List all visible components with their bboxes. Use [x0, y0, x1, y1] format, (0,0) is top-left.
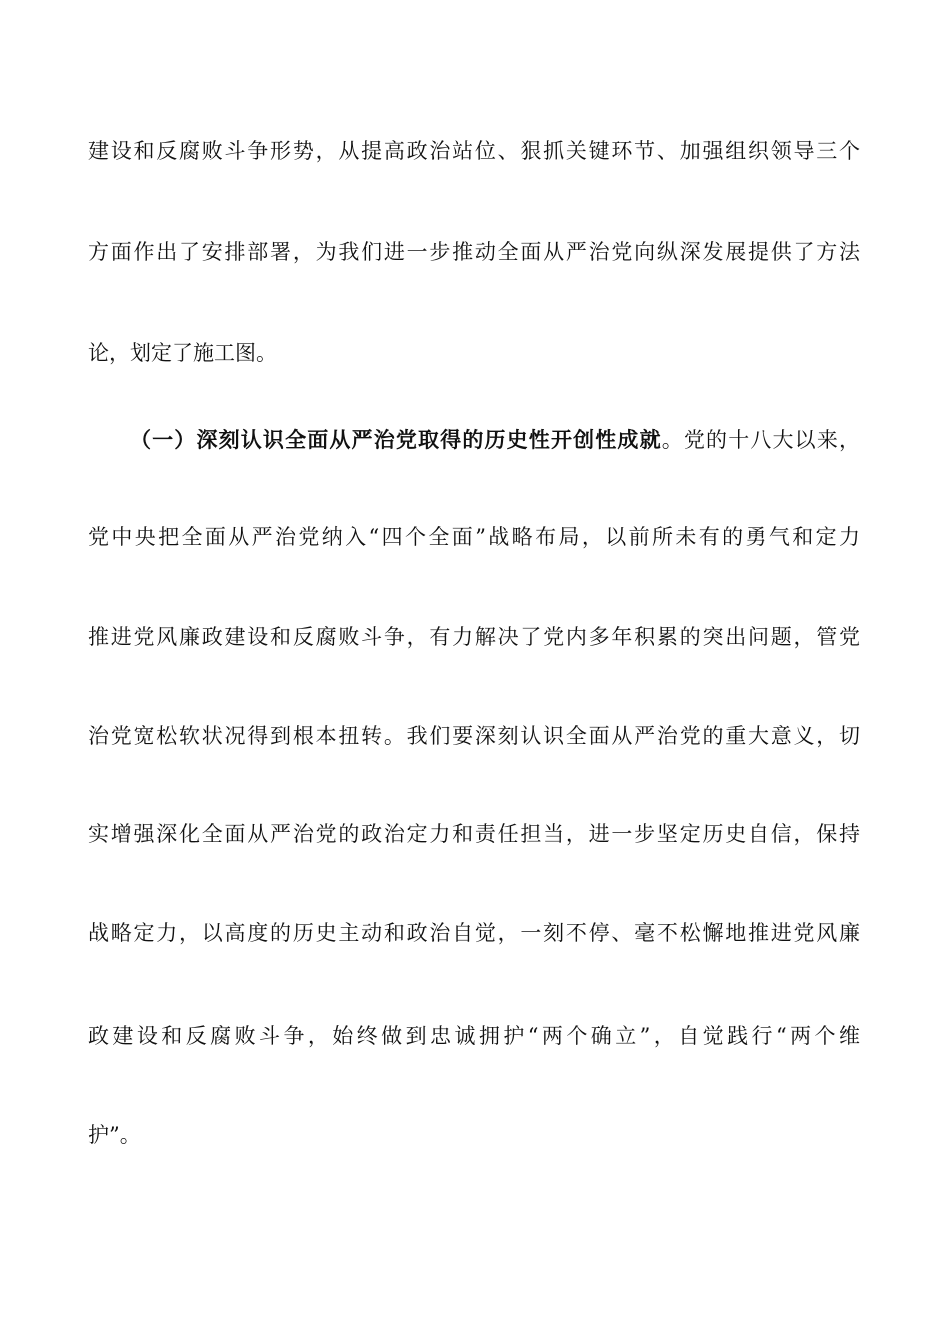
paragraph-2-line-5: 实增强深化全面从严治党的政治定力和责任担当，进一步坚定历史自信，保持: [88, 822, 860, 846]
paragraph-2-line-1: [130, 425, 860, 455]
paragraph-1-line-3: 论，划定了施工图。: [88, 341, 277, 365]
paragraph-2-line-6: 战略定力，以高度的历史主动和政治自觉，一刻不停、毫不松懈地推进党风廉: [88, 921, 860, 945]
paragraph-2-line-7: 政建设和反腐败斗争，始终做到忠诚拥护“两个确立”，自觉践行“两个维: [88, 1024, 860, 1048]
section-heading: （一）深刻认识全面从严治党取得的历史性开创性成就: [130, 427, 662, 452]
paragraph-2-first-line-rest: 。党的十八大以来，: [661, 428, 860, 452]
paragraph-2-line-8: 护”。: [88, 1123, 141, 1147]
paragraph-2-line-4: 治党宽松软状况得到根本扭转。我们要深刻认识全面从严治党的重大意义，切: [88, 724, 860, 748]
paragraph-1-line-2: 方面作出了安排部署，为我们进一步推动全面从严治党向纵深发展提供了方法: [88, 240, 860, 264]
paragraph-2-line-2: 党中央把全面从严治党纳入“四个全面”战略布局，以前所未有的勇气和定力: [88, 525, 860, 549]
paragraph-1-line-1: 建设和反腐败斗争形势，从提高政治站位、狠抓关键环节、加强组织领导三个: [88, 139, 860, 163]
paragraph-2-line-3: 推进党风廉政建设和反腐败斗争，有力解决了党内多年积累的突出问题，管党: [88, 625, 860, 649]
